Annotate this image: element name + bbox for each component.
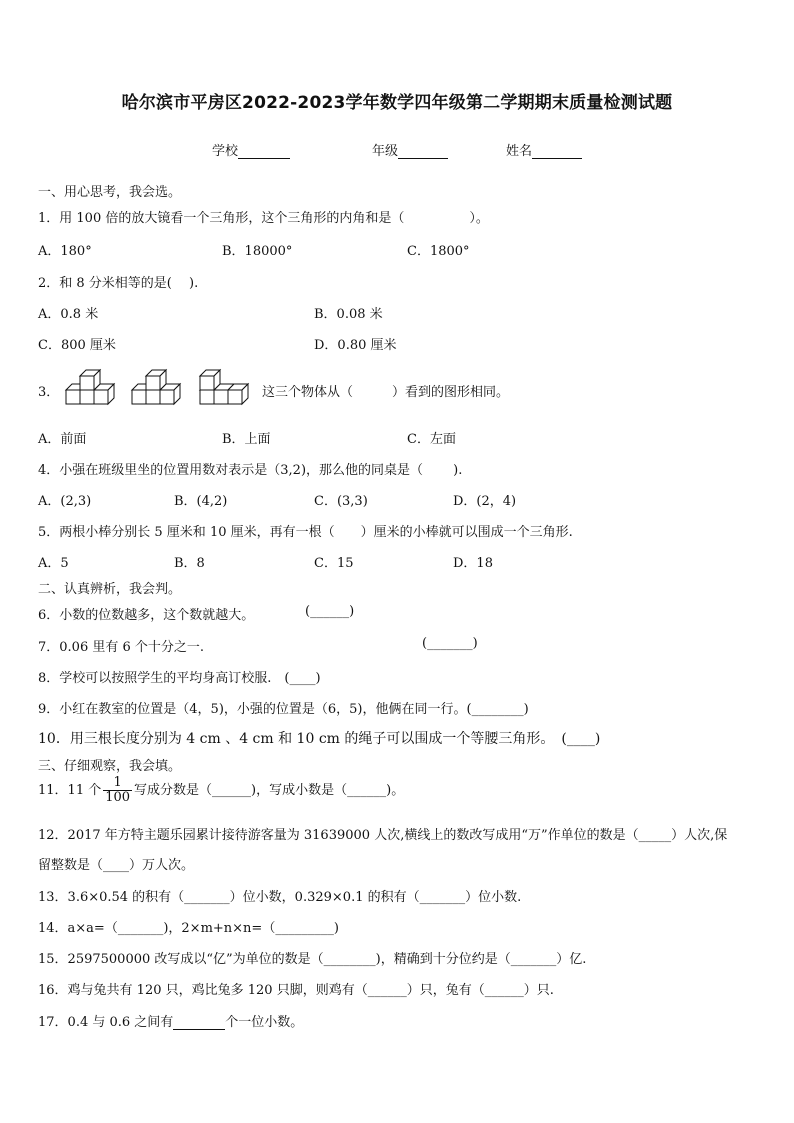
q5-option-a[interactable]: A．5 — [38, 556, 69, 571]
question-15: 15．2597500000 改写成以“亿”为单位的数是（________)，精确到十分位约是（_______）亿. — [38, 952, 587, 967]
q3-number: 3． — [38, 385, 60, 400]
page-title: 哈尔滨市平房区2022-2023学年数学四年级第二学期期末质量检测试题 — [121, 93, 673, 113]
question-13: 13．3.6×0.54 的积有（_______）位小数，0.329×0.1 的积有（_______）位小数. — [38, 890, 522, 905]
q1-option-a[interactable]: A．180° — [38, 244, 92, 259]
q4-option-b[interactable]: B．(4,2) — [174, 494, 228, 509]
question-12-line-2: 留整数是（____）万人次。 — [38, 858, 195, 873]
question-3: 这三个物体从（ ）看到的图形相同。 — [262, 385, 510, 400]
q2-option-a[interactable]: A．0.8 米 — [38, 307, 99, 322]
question-16: 16．鸡与兔共有 120 只，鸡比兔多 120 只脚，则鸡有（______）只，兔有（______）只. — [38, 983, 554, 998]
name-blank[interactable] — [532, 144, 582, 159]
cube-figure-3 — [198, 362, 260, 410]
q4-option-d[interactable]: D．(2，4) — [453, 494, 517, 509]
q7-answer-blank[interactable]: (_______) — [422, 636, 478, 651]
section-3-heading: 三、仔细观察，我会填。 — [38, 759, 182, 774]
name-field — [506, 140, 582, 159]
q11-denominator: 100 — [105, 790, 131, 805]
grade-field — [372, 140, 448, 159]
school-label: 学校 — [212, 144, 239, 159]
question-7: 7．0.06 里有 6 个十分之一. — [38, 640, 205, 655]
question-2: 2．和 8 分米相等的是( ). — [38, 276, 199, 291]
question-8: 8．学校可以按照学生的平均身高订校服. (____) — [38, 671, 321, 686]
school-field — [212, 140, 290, 159]
q1-option-b[interactable]: B．18000° — [222, 244, 293, 259]
q17-prefix: 17．0.4 与 0.6 之间有 — [38, 1015, 174, 1030]
q1-option-c[interactable]: C．1800° — [407, 244, 470, 259]
question-9: 9．小红在教室的位置是（4，5)，小强的位置是（6，5)，他俩在同一行。(________) — [38, 702, 529, 717]
grade-label: 年级 — [372, 144, 399, 159]
q2-option-c[interactable]: C．800 厘米 — [38, 338, 116, 353]
q11-prefix: 11．11 个 — [38, 783, 102, 798]
section-1-heading: 一、用心思考，我会选。 — [38, 185, 182, 200]
q2-option-b[interactable]: B．0.08 米 — [314, 307, 383, 322]
q17-answer-blank[interactable] — [173, 1016, 225, 1030]
question-6: 6．小数的位数越多，这个数就越大。 — [38, 608, 255, 623]
question-14: 14．a×a=（_______)，2×m+n×n=（_________) — [38, 921, 339, 936]
q11-numerator: 1 — [103, 776, 132, 791]
q5-option-c[interactable]: C．15 — [314, 556, 354, 571]
q11-fraction — [103, 776, 132, 805]
q3-option-a[interactable]: A．前面 — [38, 432, 87, 447]
q3-option-c[interactable]: C．左面 — [407, 432, 456, 447]
q11-suffix: 写成分数是（______)，写成小数是（______)。 — [134, 783, 405, 798]
q2-option-d[interactable]: D．0.80 厘米 — [314, 338, 397, 353]
section-2-heading: 二、认真辨析，我会判。 — [38, 582, 182, 597]
question-5: 5．两根小棒分别长 5 厘米和 10 厘米，再有一根（ ）厘米的小棒就可以围成一个三角形. — [38, 525, 573, 540]
question-12-line-1: 12．2017 年方特主题乐园累计接待游客量为 31639000 人次,横线上的数改写成用“万”作单位的数是（_____）人次,保 — [38, 828, 728, 843]
cube-figure-2 — [130, 366, 190, 410]
cube-figure-1 — [64, 366, 124, 410]
grade-blank[interactable] — [398, 144, 448, 159]
q5-option-b[interactable]: B．8 — [174, 556, 205, 571]
question-1: 1．用 100 倍的放大镜看一个三角形，这个三角形的内角和是（ ）。 — [38, 211, 489, 226]
q3-option-b[interactable]: B．上面 — [222, 432, 271, 447]
name-label: 姓名 — [506, 144, 533, 159]
q4-option-a[interactable]: A．(2,3) — [38, 494, 92, 509]
question-17 — [38, 1011, 303, 1030]
q4-option-c[interactable]: C．(3,3) — [314, 494, 368, 509]
q6-answer-blank[interactable]: (______) — [305, 604, 355, 619]
question-4: 4．小强在班级里坐的位置用数对表示是（3,2)，那么他的同桌是（ ). — [38, 463, 463, 478]
school-blank[interactable] — [238, 144, 290, 159]
question-11 — [38, 776, 404, 805]
q5-option-d[interactable]: D．18 — [453, 556, 493, 571]
question-10: 10．用三根长度分别为 4 cm 、4 cm 和 10 cm 的绳子可以围成一个等腰三角形。 (____) — [38, 731, 601, 747]
q17-suffix: 个一位小数。 — [225, 1015, 304, 1030]
